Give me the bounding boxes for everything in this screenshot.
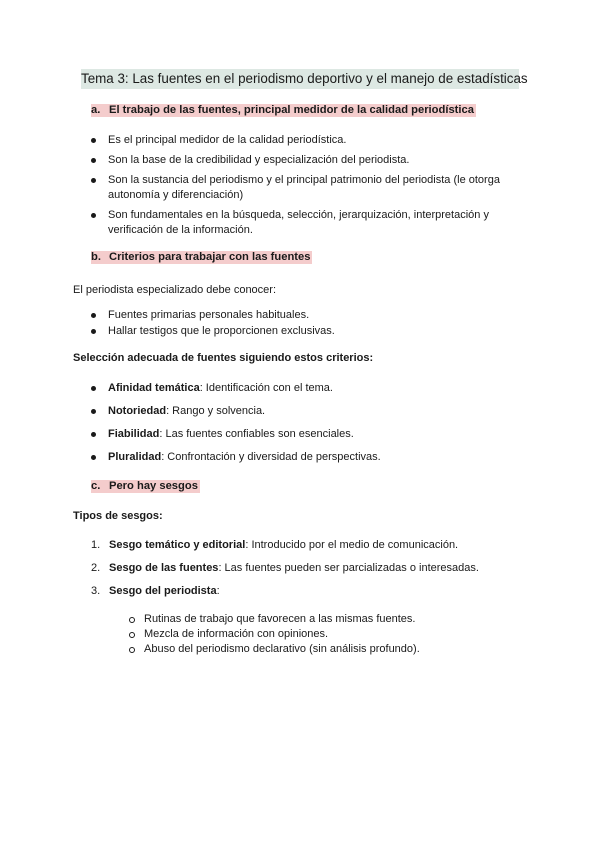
list-item: Es el principal medidor de la calidad periodística. bbox=[91, 133, 531, 148]
bias-type-item: 1. Sesgo temático y editorial: Introducido por el medio de comunicación. bbox=[91, 539, 459, 551]
list-item: Son la sustancia del periodismo y el principal patrimonio del periodista (le otorga autonomía y diferenciación) bbox=[91, 173, 531, 203]
bias-types-heading: Tipos de sesgos: bbox=[73, 510, 163, 522]
section-a-heading bbox=[91, 102, 476, 118]
criteria-item: Afinidad temática: Identificación con el tema. bbox=[91, 381, 531, 396]
list-item: Son la base de la credibilidad y especialización del periodista. bbox=[91, 153, 531, 168]
section-c-heading bbox=[91, 478, 200, 494]
criteria-item: Fiabilidad: Las fuentes confiables son esenciales. bbox=[91, 427, 531, 442]
criteria-list bbox=[91, 381, 531, 465]
section-c-letter: c. bbox=[91, 480, 101, 492]
section-b-letter: b. bbox=[91, 251, 101, 263]
section-b-bullet-list bbox=[91, 308, 531, 339]
list-item: Son fundamentales en la búsqueda, selección, jerarquización, interpretación y verificación de la información. bbox=[91, 208, 531, 238]
list-item: Abuso del periodismo declarativo (sin análisis profundo). bbox=[128, 642, 528, 657]
list-item: Rutinas de trabajo que favorecen a las mismas fuentes. bbox=[128, 612, 528, 627]
section-c-title: Pero hay sesgos bbox=[109, 480, 198, 492]
bias-types-list bbox=[91, 538, 531, 599]
page-title: Tema 3: Las fuentes en el periodismo deportivo y el manejo de estadísticas bbox=[81, 69, 519, 89]
section-a-letter: a. bbox=[91, 104, 101, 116]
list-item: Mezcla de información con opiniones. bbox=[128, 627, 528, 642]
section-a-bullet-list bbox=[91, 133, 531, 238]
list-item: Fuentes primarias personales habituales. bbox=[91, 308, 531, 323]
bias-type-item: 3. Sesgo del periodista: bbox=[91, 585, 220, 597]
criteria-heading: Selección adecuada de fuentes siguiendo estos criterios: bbox=[73, 352, 374, 364]
section-b-intro: El periodista especializado debe conocer: bbox=[73, 284, 277, 296]
list-item: Hallar testigos que le proporcionen exclusivas. bbox=[91, 324, 531, 339]
section-a-title: El trabajo de las fuentes, principal medidor de la calidad periodística bbox=[109, 104, 474, 116]
section-b-title: Criterios para trabajar con las fuentes bbox=[109, 251, 311, 263]
journalist-bias-sublist bbox=[128, 612, 528, 657]
bias-type-item: 2. Sesgo de las fuentes: Las fuentes pueden ser parcializadas o interesadas. bbox=[91, 562, 479, 574]
criteria-item: Notoriedad: Rango y solvencia. bbox=[91, 404, 531, 419]
section-b-heading bbox=[91, 249, 312, 265]
criteria-item: Pluralidad: Confrontación y diversidad de perspectivas. bbox=[91, 450, 531, 465]
